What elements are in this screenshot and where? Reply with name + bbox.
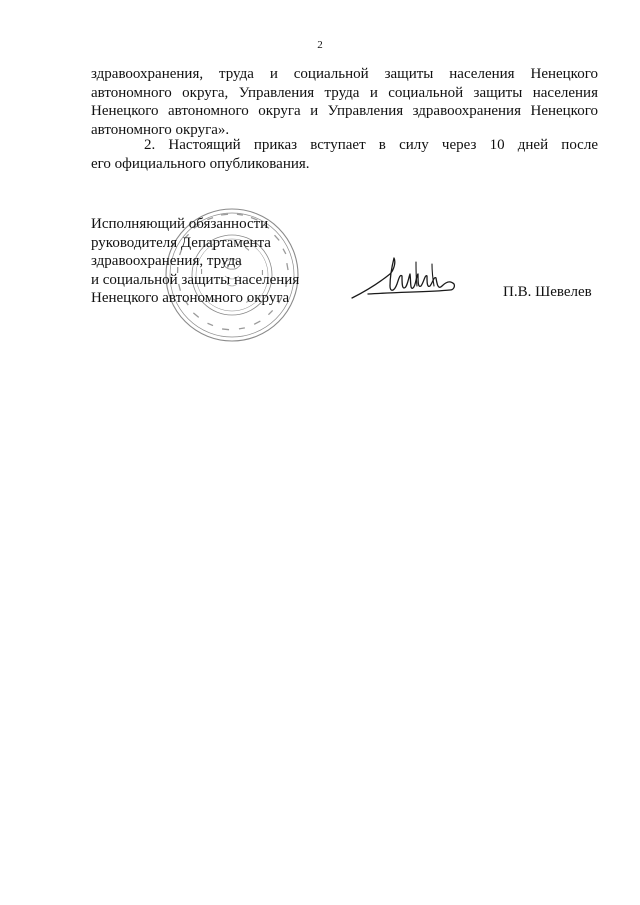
paragraph-line: его официального опубликования. bbox=[91, 155, 310, 172]
paragraph-line: Ненецкого автономного округа и Управления здравоохранения Ненецкого bbox=[91, 103, 598, 119]
signatory-position-line: здравоохранения, труда bbox=[91, 253, 242, 269]
paragraph-continuation bbox=[91, 65, 598, 139]
paragraph-line: автономного округа, Управления труда и социальной защиты населения bbox=[91, 84, 598, 101]
paragraph-line: здравоохранения, труда и социальной защиты населения Ненецкого bbox=[91, 66, 598, 82]
paragraph-item-2 bbox=[91, 136, 598, 173]
signatory-position-line: Исполняющий обязанности bbox=[91, 216, 269, 232]
paragraph-line: автономного округа». bbox=[91, 121, 230, 138]
signatory-position bbox=[91, 215, 299, 308]
signatory-position-line: и социальной защиты населения bbox=[91, 271, 300, 288]
paragraph-line: 2. Настоящий приказ вступает в силу через 10 дней после bbox=[144, 137, 598, 153]
page-number: 2 bbox=[317, 39, 323, 51]
signatory-position-line: руководителя Департамента bbox=[91, 234, 271, 251]
signatory-position-line: Ненецкого автономного округа bbox=[91, 290, 290, 306]
handwritten-signature bbox=[350, 252, 460, 304]
signatory-name: П.В. Шевелев bbox=[503, 284, 592, 300]
